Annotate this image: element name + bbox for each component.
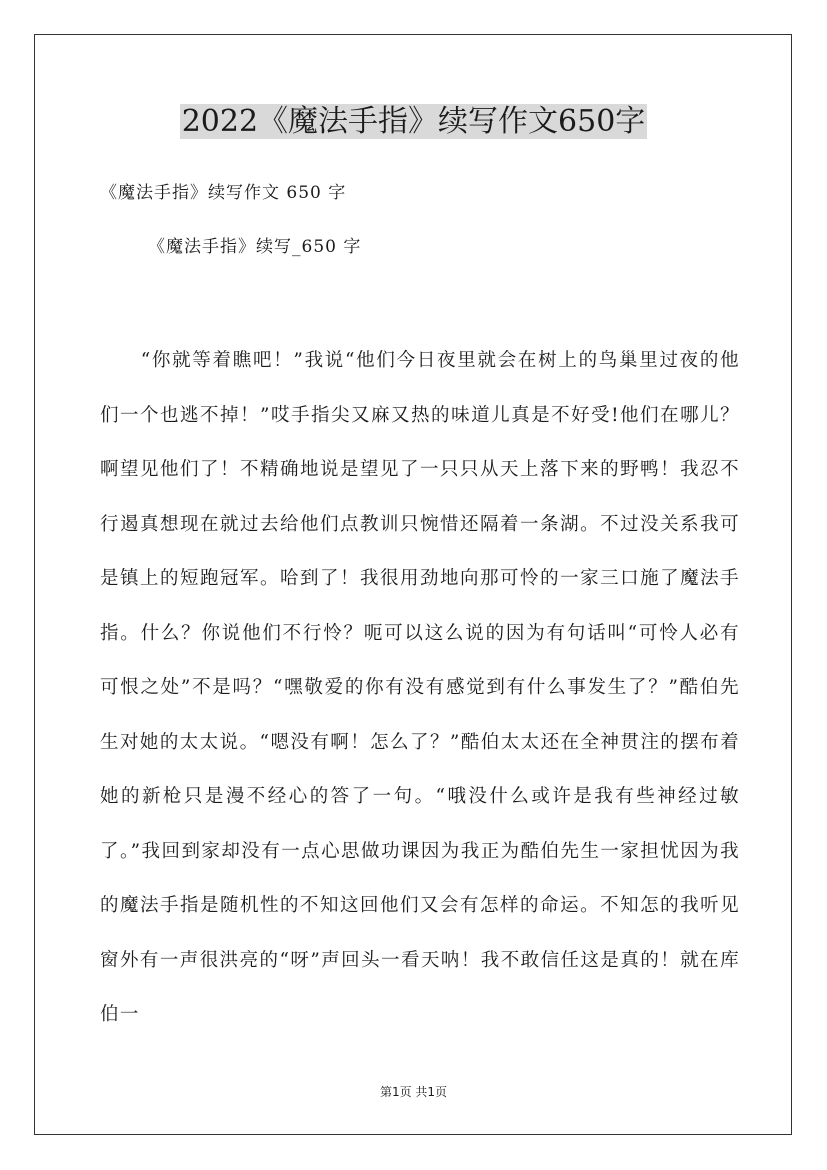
- document-title-text: 2022《魔法手指》续写作文650字: [181, 104, 646, 139]
- page-footer: 第1页 共1页: [379, 1085, 448, 1099]
- document-subtitle: 《魔法手指》续写作文 650 字: [100, 183, 347, 203]
- document-subheading: 《魔法手指》续写_650 字: [148, 237, 362, 257]
- body-paragraph: “你就等着瞧吧！”我说“他们今日夜里就会在树上的鸟巢里过夜的他们一个也逃不掉！”哎手指尖又麻又热的味道儿真是不好受!他们在哪儿？啊望见他们了！不精确地说是望见了一只只从天上落下来的野鸭！我忍不行遏真想现在就过去给他们点教训只惋惜还隔着一条湖。不过没关系我可是镇上的短跑冠军。哈到了！我很用劲地向那可怜的一家三口施了魔法手指。什么？你说他们不行怜？呃可以这么说的因为有句话叫“可怜人必有可恨之处”不是吗？“嘿敬爱的你有没有感觉到有什么事发生了？”酷伯先生对她的太太说。“嗯没有啊！怎么了？”酷伯太太还在全神贯注的摆布着她的新枪只是漫不经心的答了一句。“哦没什么或许是我有些神经过敏了。”我回到家却没有一点心思做功课因为我正为酷伯先生一家担忧因为我的魔法手指是随机性的不知这回他们又会有怎样的命运。不知怎的我听见窗外有一声很洪亮的“呀”声回头一看天呐！我不敢信任这是真的！就在库伯一: [100, 350, 740, 1025]
- document-title: [0, 100, 827, 144]
